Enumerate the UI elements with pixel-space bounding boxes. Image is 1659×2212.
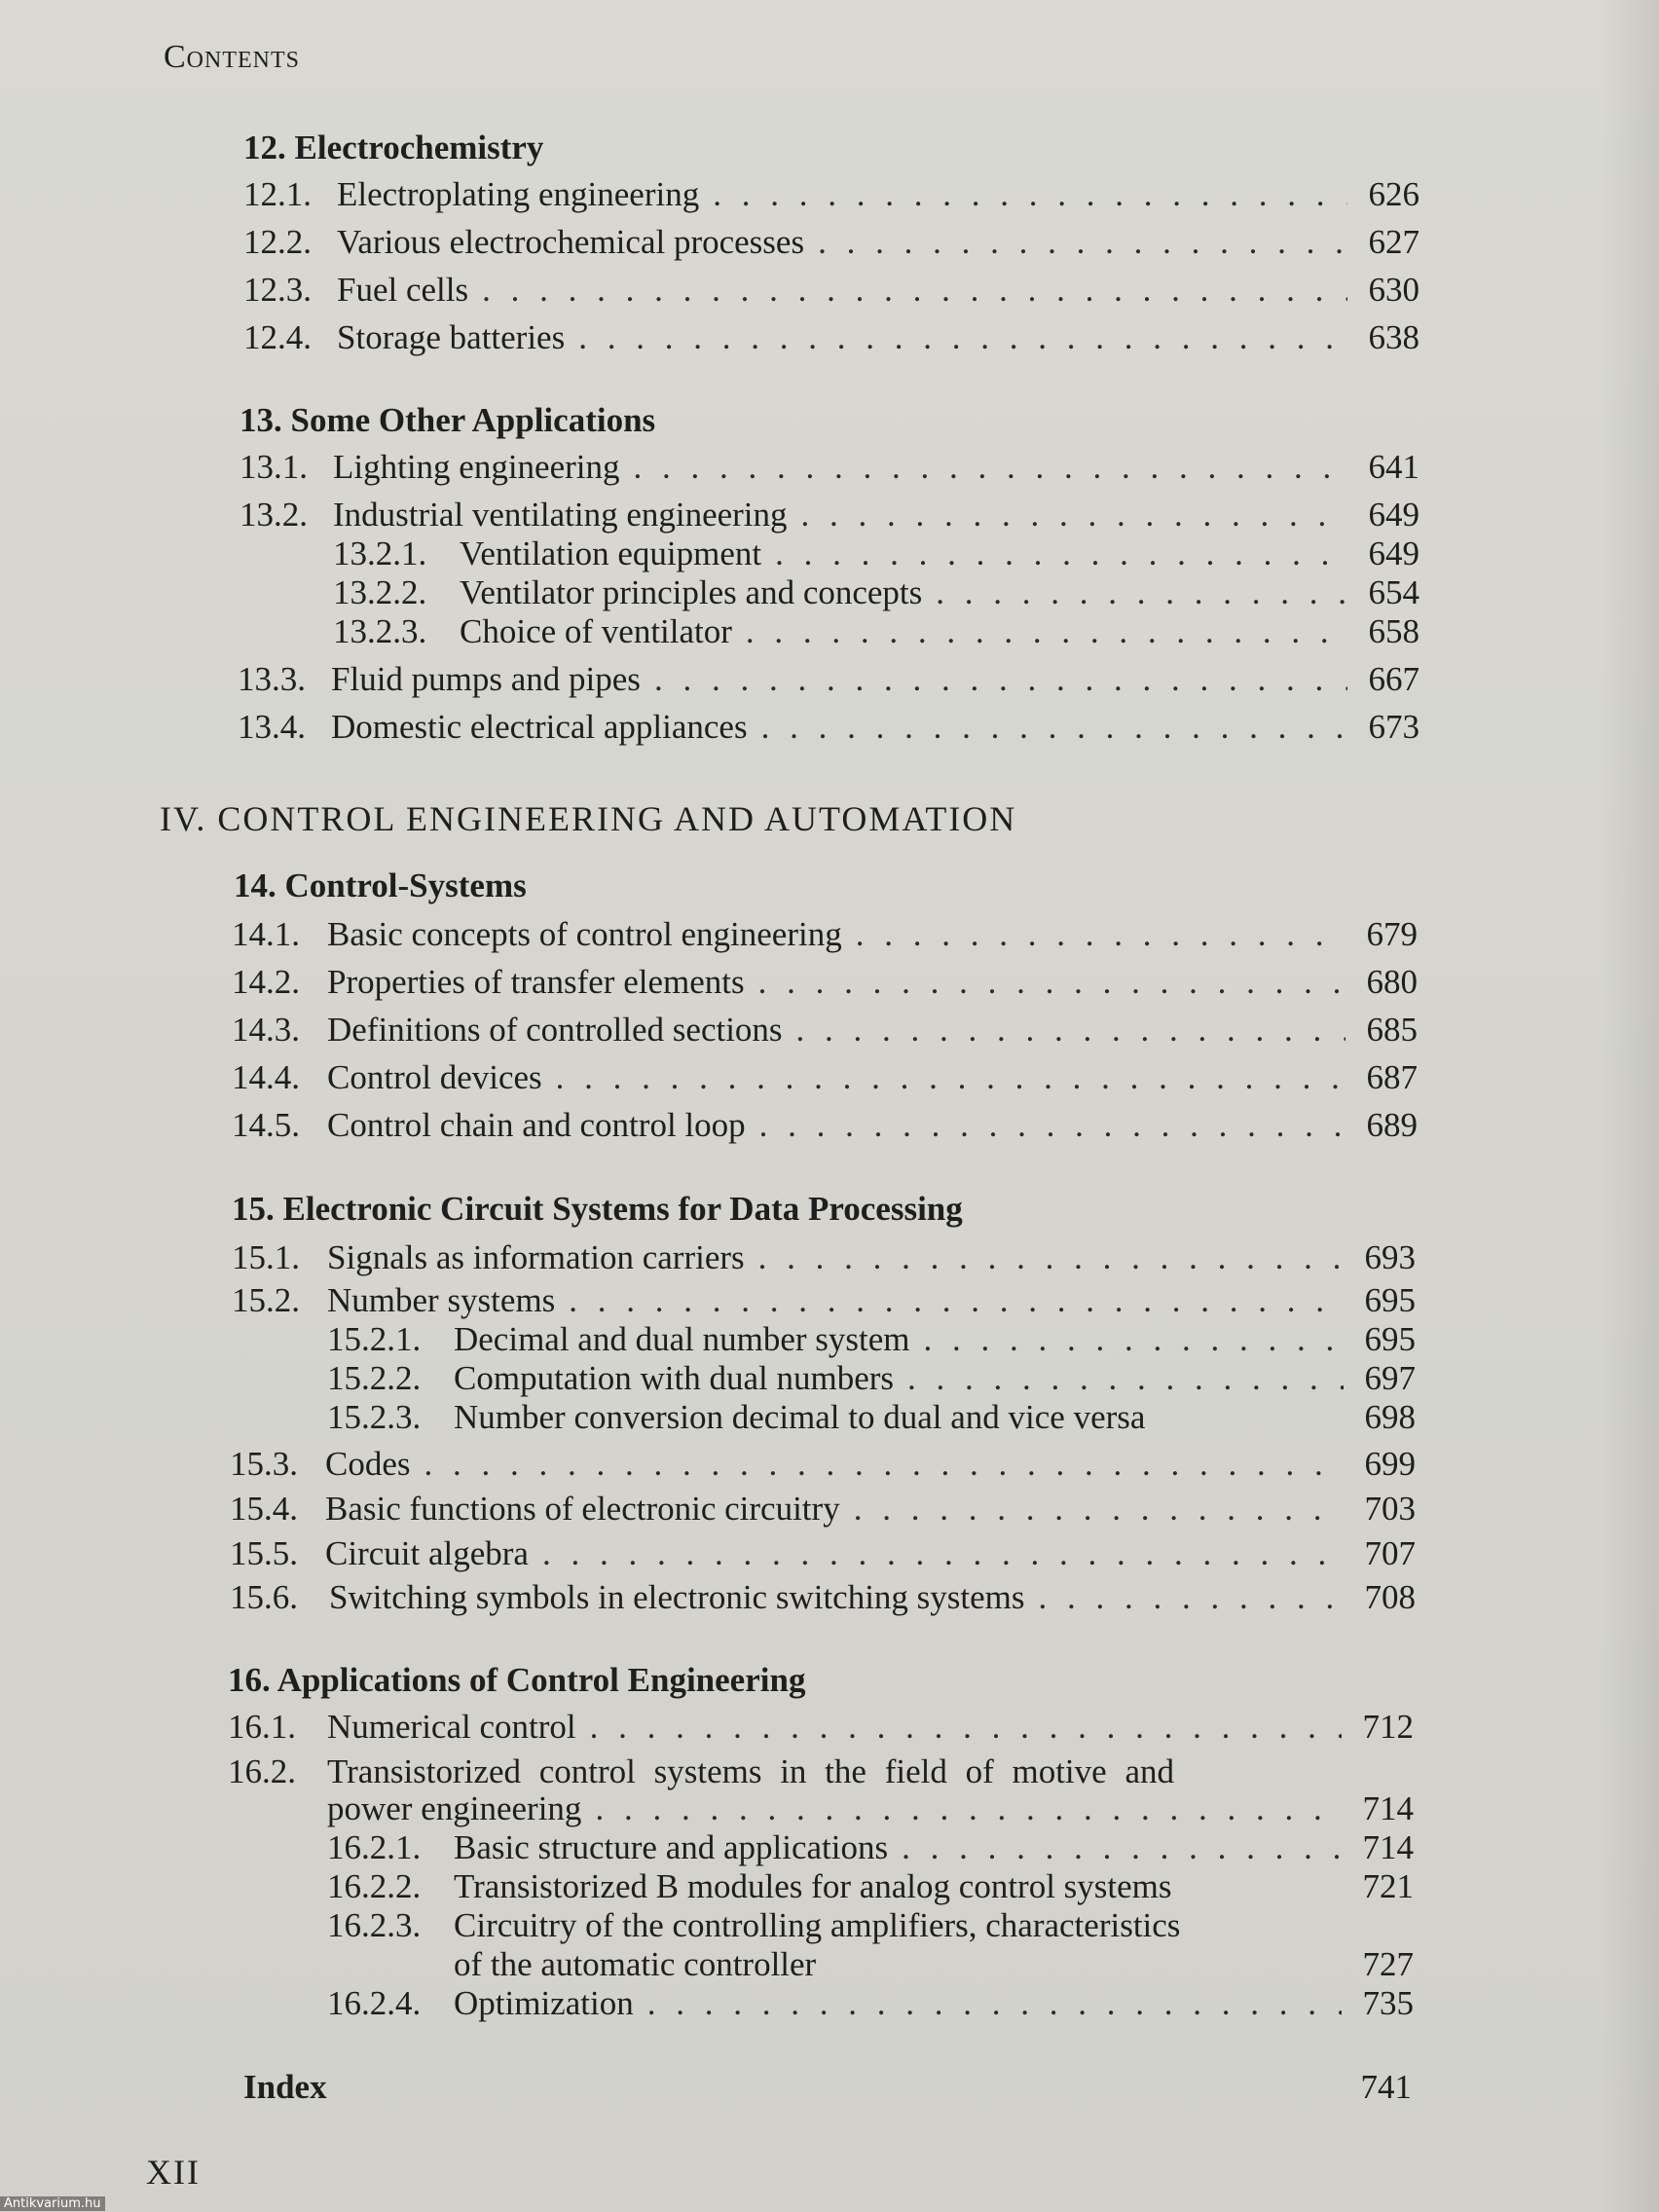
entry-page: 627 [1368, 223, 1419, 261]
leader-dots [854, 1490, 1344, 1529]
entry-label: Number conversion decimal to dual and vice versa [454, 1398, 1146, 1436]
toc-entry [232, 1238, 1416, 1277]
entry-page: 687 [1366, 1058, 1418, 1096]
entry-number: 12.2. [243, 223, 312, 261]
entry-page: 685 [1366, 1011, 1418, 1049]
entry-page: 649 [1368, 535, 1419, 572]
leader-dots [1039, 1578, 1344, 1617]
entry-label: Various electrochemical processes [337, 223, 805, 261]
entry-page: 695 [1364, 1281, 1416, 1319]
entry-label: of the automatic controller [454, 1945, 817, 1983]
entry-page: 699 [1364, 1445, 1416, 1483]
entry-label: Ventilator principles and concepts [460, 573, 923, 611]
leader-dots [482, 271, 1347, 310]
toc-subentry [327, 1359, 1416, 1398]
toc-subentry [327, 1906, 1336, 1945]
leader-dots [634, 448, 1347, 487]
entry-page: 649 [1368, 496, 1419, 534]
toc-subentry [327, 1984, 1414, 2023]
toc-entry [243, 223, 1419, 262]
entry-number: 13.2.3. [333, 612, 427, 650]
entry-page: 641 [1368, 448, 1419, 486]
watermark: Antikvarium.hu [0, 2196, 105, 2211]
entry-page: 721 [1362, 1867, 1414, 1905]
toc-entry [230, 1578, 1416, 1617]
entry-page: 630 [1368, 271, 1419, 309]
toc-entry [232, 1058, 1418, 1097]
toc-entry-continuation [228, 1789, 1414, 1828]
entry-page: 714 [1362, 1789, 1414, 1827]
leader-dots [761, 708, 1347, 747]
entry-number: 16.2. [228, 1752, 296, 1790]
entry-number: 13.2.1. [333, 535, 427, 572]
chapter-title-12: 12. Electrochemistry [243, 129, 544, 166]
leader-dots [796, 1011, 1346, 1050]
leader-dots [818, 223, 1347, 262]
toc-entry [232, 915, 1418, 954]
entry-label: Signals as information carriers [327, 1238, 745, 1276]
entry-page: 654 [1368, 573, 1419, 611]
chapter-title-13: 13. Some Other Applications [240, 401, 656, 439]
toc-subentry-continuation [327, 1945, 1414, 1984]
leader-dots [556, 1058, 1346, 1097]
entry-label: Codes [325, 1445, 411, 1483]
entry-number: 13.3. [238, 660, 306, 698]
index-label: Index [243, 2068, 327, 2106]
toc-entry [228, 1708, 1414, 1747]
entry-page: 667 [1368, 660, 1419, 698]
entry-page: 703 [1364, 1490, 1416, 1528]
entry-label: Transistorized control systems in the field of motive and [327, 1752, 1174, 1790]
entry-number: 15.3. [230, 1445, 298, 1483]
entry-number: 16.2.4. [327, 1984, 422, 2022]
entry-number: 16.2.1. [327, 1828, 422, 1866]
entry-page: 712 [1362, 1708, 1414, 1746]
entry-label: Fuel cells [337, 271, 469, 309]
entry-label: Decimal and dual number system [454, 1320, 910, 1358]
entry-number: 15.6. [230, 1578, 298, 1616]
entry-page: 727 [1362, 1945, 1414, 1983]
entry-label: Number systems [327, 1281, 556, 1319]
toc-entry [238, 660, 1419, 699]
toc-entry [238, 708, 1419, 747]
leader-dots [801, 496, 1347, 535]
entry-number: 14.5. [232, 1106, 300, 1144]
leader-dots [923, 1320, 1344, 1359]
leader-dots [542, 1534, 1344, 1573]
leader-dots [907, 1359, 1344, 1398]
entry-number: 14.1. [232, 915, 300, 953]
page-folio: XII [146, 2153, 201, 2192]
entry-number: 15.2. [232, 1281, 300, 1319]
entry-page: 714 [1362, 1828, 1414, 1866]
entry-page: 673 [1368, 708, 1419, 746]
toc-subentry [327, 1828, 1414, 1867]
leader-dots [569, 1281, 1344, 1320]
index-page: 741 [1360, 2068, 1412, 2106]
chapter-title-14: 14. Control-Systems [234, 866, 527, 904]
chapter-title-15: 15. Electronic Circuit Systems for Data Processing [232, 1190, 963, 1228]
entry-label: Numerical control [327, 1708, 576, 1746]
entry-label: Fluid pumps and pipes [331, 660, 641, 698]
toc-subentry [333, 573, 1419, 612]
running-head: Contents [164, 39, 301, 75]
leader-dots [775, 535, 1347, 573]
entry-label: power engineering [327, 1789, 582, 1827]
toc-entry [230, 1534, 1416, 1573]
entry-number: 15.2.2. [327, 1359, 422, 1397]
toc-subentry [327, 1867, 1414, 1906]
entry-label: Circuit algebra [325, 1534, 529, 1572]
entry-page: 735 [1362, 1984, 1414, 2022]
entry-number: 16.1. [228, 1708, 296, 1746]
leader-dots [759, 1106, 1346, 1145]
entry-number: 14.2. [232, 963, 300, 1001]
entry-label: Industrial ventilating engineering [333, 496, 788, 534]
leader-dots [654, 660, 1347, 699]
entry-page: 638 [1368, 318, 1419, 356]
entry-label: Lighting engineering [333, 448, 620, 486]
leader-dots [590, 1708, 1342, 1747]
entry-page: 693 [1364, 1238, 1416, 1276]
toc-entry [230, 1490, 1416, 1529]
entry-label: Basic concepts of control engineering [327, 915, 842, 953]
entry-page: 689 [1366, 1106, 1418, 1144]
entry-page: 680 [1366, 963, 1418, 1001]
toc-entry [240, 496, 1419, 535]
entry-page: 679 [1366, 915, 1418, 953]
entry-number: 15.5. [230, 1534, 298, 1572]
entry-number: 14.3. [232, 1011, 300, 1049]
entry-label: Transistorized B modules for analog control systems [454, 1867, 1172, 1905]
entry-number: 13.2.2. [333, 573, 427, 611]
chapter-title-16: 16. Applications of Control Engineering [228, 1661, 806, 1699]
entry-label: Properties of transfer elements [327, 963, 745, 1001]
toc-entry [243, 175, 1419, 214]
toc-entry [228, 1752, 1336, 1791]
entry-label: Switching symbols in electronic switching systems [329, 1578, 1025, 1616]
toc-entry [232, 963, 1418, 1002]
entry-page: 695 [1364, 1320, 1416, 1358]
leader-dots [578, 318, 1347, 357]
entry-label: Optimization [454, 1984, 634, 2022]
entry-number: 13.4. [238, 708, 306, 746]
toc-entry [230, 1445, 1416, 1484]
leader-dots [647, 1984, 1342, 2023]
entry-number: 15.1. [232, 1238, 300, 1276]
entry-number: 12.3. [243, 271, 312, 309]
leader-dots [936, 573, 1347, 612]
entry-label: Choice of ventilator [460, 612, 732, 650]
leader-dots [758, 1238, 1344, 1277]
entry-label: Storage batteries [337, 318, 566, 356]
part-title-iv: IV. CONTROL ENGINEERING AND AUTOMATION [160, 799, 1017, 838]
entry-number: 13.2. [240, 496, 308, 534]
page-edge-shadow [1601, 0, 1659, 2212]
toc-subentry [327, 1398, 1416, 1437]
entry-label: Basic functions of electronic circuitry [325, 1490, 840, 1528]
entry-page: 707 [1364, 1534, 1416, 1572]
entry-number: 16.2.2. [327, 1867, 422, 1905]
entry-number: 13.1. [240, 448, 308, 486]
entry-number: 14.4. [232, 1058, 300, 1096]
leader-dots [424, 1445, 1345, 1484]
toc-subentry [327, 1320, 1416, 1359]
toc-entry [243, 318, 1419, 357]
entry-page: 658 [1368, 612, 1419, 650]
entry-label: Definitions of controlled sections [327, 1011, 783, 1049]
entry-page: 626 [1368, 175, 1419, 213]
entry-number: 15.2.1. [327, 1320, 422, 1358]
toc-subentry [333, 535, 1419, 573]
entry-page: 697 [1364, 1359, 1416, 1397]
toc-subentry [333, 612, 1419, 651]
leader-dots [713, 175, 1347, 214]
entry-label: Control chain and control loop [327, 1106, 746, 1144]
entry-label: Computation with dual numbers [454, 1359, 895, 1397]
entry-number: 12.4. [243, 318, 312, 356]
entry-label: Domestic electrical appliances [331, 708, 748, 746]
entry-number: 15.2.3. [327, 1398, 422, 1436]
leader-dots [746, 612, 1347, 651]
toc-entry [243, 271, 1419, 310]
toc-index-entry [243, 2068, 1412, 2107]
toc-entry [240, 448, 1419, 487]
toc-entry [232, 1106, 1418, 1145]
entry-number: 15.4. [230, 1490, 298, 1528]
entry-number: 12.1. [243, 175, 312, 213]
entry-label: Circuitry of the controlling amplifiers, characteristics [454, 1906, 1181, 1944]
toc-entry [232, 1281, 1416, 1320]
entry-number: 16.2.3. [327, 1906, 422, 1944]
entry-label: Ventilation equipment [460, 535, 762, 572]
leader-dots [758, 963, 1346, 1002]
leader-dots [902, 1828, 1342, 1867]
entry-label: Control devices [327, 1058, 542, 1096]
toc-entry [232, 1011, 1418, 1050]
leader-dots [856, 915, 1346, 954]
entry-page: 708 [1364, 1578, 1416, 1616]
entry-label: Electroplating engineering [337, 175, 700, 213]
entry-label: Basic structure and applications [454, 1828, 889, 1866]
entry-page: 698 [1364, 1398, 1416, 1436]
leader-dots [595, 1789, 1342, 1828]
